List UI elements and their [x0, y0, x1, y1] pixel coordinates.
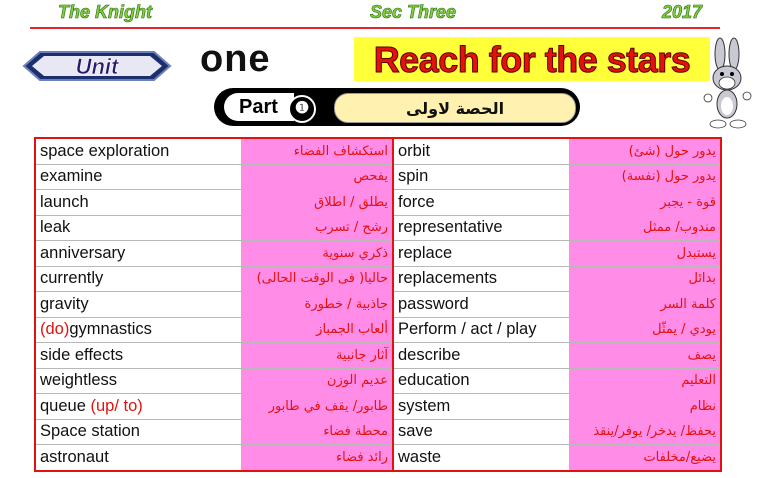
english-term: force: [393, 190, 569, 216]
term-text: anniversary: [40, 243, 126, 262]
bunny-illustration: [700, 36, 756, 131]
table-row: [35, 445, 721, 471]
vocabulary-body: [35, 138, 721, 471]
english-term: orbit: [393, 138, 569, 164]
english-term: replace: [393, 241, 569, 267]
table-row: [35, 394, 721, 420]
header-center: Sec Three: [370, 2, 457, 22]
english-term: [35, 266, 241, 292]
arabic-meaning: طابور/ يقف في طابور: [241, 394, 393, 420]
term-text: launch: [40, 192, 89, 211]
english-term: [35, 241, 241, 267]
arabic-meaning: يدور حول (نفسة): [569, 164, 721, 190]
english-term: system: [393, 394, 569, 420]
header-left: The Knight: [58, 2, 152, 22]
unit-badge: [22, 44, 172, 88]
term-text: leak: [40, 218, 71, 237]
arabic-meaning: كلمة السر: [569, 292, 721, 318]
table-row: [35, 317, 721, 343]
term-text: side effects: [40, 345, 124, 364]
arabic-meaning: مندوب/ ممثل: [569, 215, 721, 241]
english-term: [35, 292, 241, 318]
english-term: Perform / act / play: [393, 317, 569, 343]
table-row: [35, 215, 721, 241]
arabic-meaning: قوة - يجبر: [569, 190, 721, 216]
english-term: save: [393, 419, 569, 445]
table-row: [35, 419, 721, 445]
term-text: examine: [40, 167, 103, 186]
vocabulary-table: [34, 137, 722, 472]
arabic-meaning: حاليا( فى الوقت الحالى): [241, 266, 393, 292]
arabic-meaning: رشح / تسرب: [241, 215, 393, 241]
term-text: Space station: [40, 422, 140, 441]
arabic-meaning: يستبدل: [569, 241, 721, 267]
lesson-pill: [334, 93, 576, 123]
arabic-meaning: محطة فضاء: [241, 419, 393, 445]
term-text: astronaut: [40, 447, 109, 466]
english-term: describe: [393, 343, 569, 369]
arabic-meaning: يفحص: [241, 164, 393, 190]
english-term: [35, 343, 241, 369]
table-row: [35, 190, 721, 216]
arabic-meaning: استكشاف الفضاء: [241, 138, 393, 164]
term-text: gymnastics: [69, 320, 152, 339]
arabic-meaning: ذكري سنوية: [241, 241, 393, 267]
english-term: [35, 445, 241, 471]
english-term: spin: [393, 164, 569, 190]
header-divider: [30, 27, 720, 29]
arabic-meaning: عديم الوزن: [241, 368, 393, 394]
arabic-meaning: رائد فضاء: [241, 445, 393, 471]
arabic-meaning: يصف: [569, 343, 721, 369]
term-text: space exploration: [40, 141, 170, 160]
english-term: waste: [393, 445, 569, 471]
arabic-meaning: ألعاب الجمباز: [241, 317, 393, 343]
arabic-meaning: يضيع/مخلفات: [569, 445, 721, 471]
page-title: Reach for the stars: [373, 39, 691, 80]
arabic-meaning: يدور حول (شئ): [569, 138, 721, 164]
arabic-meaning: التعليم: [569, 368, 721, 394]
part-number: ❶: [288, 95, 316, 123]
english-term: [35, 394, 241, 420]
arabic-meaning: آثار جانبية: [241, 343, 393, 369]
part-label: Part: [236, 96, 281, 119]
term-prefix: (do): [40, 320, 70, 339]
unit-label: Unit: [75, 54, 119, 79]
english-term: [35, 368, 241, 394]
english-term: [35, 190, 241, 216]
english-term: [35, 164, 241, 190]
english-term: [35, 317, 241, 343]
english-term: [35, 419, 241, 445]
unit-word: one: [200, 38, 271, 80]
term-text: queue: [40, 396, 86, 415]
arabic-meaning: يودي / يمثّل: [569, 317, 721, 343]
arabic-meaning: جاذبية / خطورة: [241, 292, 393, 318]
table-row: [35, 266, 721, 292]
term-text: currently: [40, 269, 104, 288]
term-text: weightless: [40, 371, 118, 390]
english-term: password: [393, 292, 569, 318]
table-row: [35, 343, 721, 369]
english-term: education: [393, 368, 569, 394]
arabic-meaning: يطلق / اطلاق: [241, 190, 393, 216]
english-term: replacements: [393, 266, 569, 292]
term-text: gravity: [40, 294, 89, 313]
table-row: [35, 368, 721, 394]
table-row: [35, 164, 721, 190]
english-term: [35, 138, 241, 164]
table-row: [35, 241, 721, 267]
english-term: [35, 215, 241, 241]
lesson-title: الحصة لاولى: [405, 99, 505, 118]
arabic-meaning: نظام: [569, 394, 721, 420]
title-box: [354, 37, 710, 81]
table-row: [35, 292, 721, 318]
arabic-meaning: بدائل: [569, 266, 721, 292]
term-suffix: (up/ to): [90, 396, 143, 415]
arabic-meaning: يحفظ/ يدخر/ يوفر/ينقذ: [569, 419, 721, 445]
header-year: 2017: [662, 2, 703, 22]
english-term: representative: [393, 215, 569, 241]
table-row: [35, 138, 721, 164]
